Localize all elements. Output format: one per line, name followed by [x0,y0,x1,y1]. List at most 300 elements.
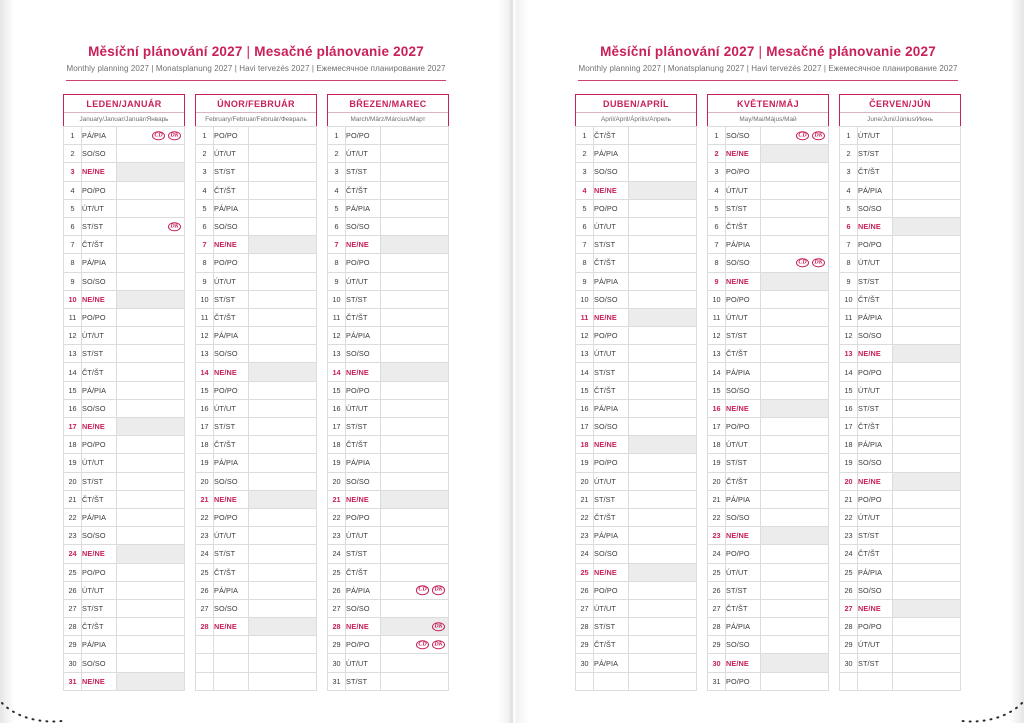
day-note-field[interactable] [249,363,317,381]
day-note-field[interactable] [761,145,829,163]
day-note-field[interactable] [117,145,185,163]
day-note-field[interactable] [761,236,829,254]
day-note-field[interactable] [117,399,185,417]
table-row [840,508,961,526]
day-note-field[interactable] [381,145,449,163]
day-of-week: ÚT/UT [726,181,761,199]
day-note-field[interactable] [249,181,317,199]
day-number: 27 [196,599,214,617]
day-note-field[interactable] [381,199,449,217]
day-note-field[interactable] [249,308,317,326]
day-note-field[interactable] [893,345,961,363]
day-note-field[interactable] [761,545,829,563]
day-number: 4 [840,181,858,199]
day-note-field[interactable] [249,508,317,526]
day-note-field[interactable] [893,599,961,617]
day-note-field[interactable] [629,363,697,381]
day-number: 8 [708,254,726,272]
day-note-field[interactable] [381,217,449,235]
day-note-field[interactable] [629,545,697,563]
day-of-week: ST/ST [82,345,117,363]
day-note-field[interactable] [629,490,697,508]
day-note-field[interactable] [117,163,185,181]
day-note-field[interactable] [629,527,697,545]
day-note-field[interactable] [381,290,449,308]
day-note-field[interactable] [761,581,829,599]
table-row [840,599,961,617]
day-number: 30 [576,654,594,672]
day-note-field[interactable] [117,490,185,508]
day-number: 17 [196,418,214,436]
day-note-field[interactable] [117,217,185,235]
day-number: 3 [840,163,858,181]
table-row [64,418,185,436]
table-row [708,254,829,272]
table-row [196,418,317,436]
day-note-field[interactable] [381,636,449,654]
table-row [840,527,961,545]
day-note-field[interactable] [117,545,185,563]
day-number: 28 [576,618,594,636]
day-note-field[interactable] [249,672,317,690]
table-row [708,618,829,636]
day-note-field[interactable] [761,672,829,690]
table-row [840,217,961,235]
day-note-field[interactable] [761,527,829,545]
table-row [64,290,185,308]
day-note-field[interactable] [629,272,697,290]
day-note-field[interactable] [117,254,185,272]
day-note-field[interactable] [629,163,697,181]
day-number [196,672,214,690]
day-note-field[interactable] [117,381,185,399]
day-note-field[interactable] [249,272,317,290]
day-note-field[interactable] [249,527,317,545]
day-note-field[interactable] [381,618,449,636]
day-number: 13 [328,345,346,363]
day-note-field[interactable] [629,418,697,436]
day-number: 6 [64,217,82,235]
day-note-field[interactable] [249,545,317,563]
day-of-week: SO/SO [858,581,893,599]
day-note-field[interactable] [629,508,697,526]
table-row [196,327,317,345]
day-number: 16 [708,399,726,417]
day-of-week: ST/ST [594,363,629,381]
day-marks [796,258,825,268]
day-note-field[interactable] [381,472,449,490]
day-number: 21 [576,490,594,508]
day-note-field[interactable] [381,545,449,563]
day-note-field[interactable] [117,636,185,654]
page-title-right [512,44,1024,59]
table-row [708,454,829,472]
day-note-field[interactable] [249,217,317,235]
table-row [328,454,449,472]
day-of-week: NE/NE [726,654,761,672]
day-note-field[interactable] [249,618,317,636]
day-note-field[interactable] [629,636,697,654]
day-number: 15 [196,381,214,399]
day-note-field[interactable] [381,508,449,526]
day-note-field[interactable] [629,381,697,399]
day-of-week: ÚT/UT [594,345,629,363]
day-note-field[interactable] [381,127,449,145]
day-note-field[interactable] [629,472,697,490]
day-note-field[interactable] [117,436,185,454]
day-of-week: PÁ/PIA [346,199,381,217]
table-row [196,181,317,199]
day-number: 30 [328,654,346,672]
day-note-field[interactable] [893,217,961,235]
day-note-field[interactable] [761,272,829,290]
table-row [576,618,697,636]
day-note-field[interactable] [117,454,185,472]
day-of-week: PÁ/PIA [726,618,761,636]
day-note-field[interactable] [761,254,829,272]
day-note-field[interactable] [629,563,697,581]
day-note-field[interactable] [249,199,317,217]
day-number: 24 [328,545,346,563]
table-row [576,654,697,672]
table-row [64,363,185,381]
day-of-week: SO/SO [726,636,761,654]
day-note-field[interactable] [629,581,697,599]
day-note-field[interactable] [117,508,185,526]
table-row [708,599,829,617]
day-note-field[interactable] [117,363,185,381]
day-note-field[interactable] [761,654,829,672]
day-note-field[interactable] [761,418,829,436]
table-row [196,454,317,472]
day-number: 24 [64,545,82,563]
day-note-field[interactable] [761,490,829,508]
day-number: 15 [64,381,82,399]
day-note-field[interactable] [893,545,961,563]
day-of-week: NE/NE [726,399,761,417]
day-note-field[interactable] [893,527,961,545]
table-row [328,308,449,326]
day-note-field[interactable] [249,636,317,654]
day-of-week: ČT/ŠT [214,308,249,326]
day-number: 16 [64,399,82,417]
day-number: 5 [196,199,214,217]
day-note-field[interactable] [893,127,961,145]
day-of-week: ČT/ŠT [214,563,249,581]
day-note-field[interactable] [761,308,829,326]
day-note-field[interactable] [117,672,185,690]
day-note-field[interactable] [117,654,185,672]
day-note-field[interactable] [381,672,449,690]
day-number: 7 [196,236,214,254]
day-note-field[interactable] [249,127,317,145]
day-number: 24 [708,545,726,563]
day-note-field[interactable] [761,636,829,654]
day-note-field[interactable] [117,127,185,145]
day-note-field[interactable] [381,236,449,254]
day-note-field[interactable] [761,436,829,454]
day-note-field[interactable] [761,199,829,217]
day-note-field[interactable] [629,454,697,472]
day-note-field[interactable] [249,472,317,490]
day-note-field[interactable] [629,618,697,636]
day-note-field[interactable] [117,308,185,326]
day-number: 27 [64,599,82,617]
day-note-field[interactable] [893,254,961,272]
day-note-field[interactable] [629,145,697,163]
day-note-field[interactable] [249,654,317,672]
day-of-week: ST/ST [214,545,249,563]
day-note-field[interactable] [893,654,961,672]
day-note-field[interactable] [249,290,317,308]
day-note-field[interactable] [381,272,449,290]
day-note-field[interactable] [761,327,829,345]
day-number: 3 [708,163,726,181]
table-row [840,618,961,636]
day-note-field[interactable] [893,327,961,345]
day-note-field[interactable] [381,418,449,436]
day-note-field[interactable] [249,163,317,181]
day-note-field[interactable] [249,254,317,272]
day-number: 19 [576,454,594,472]
day-note-field[interactable] [893,618,961,636]
day-note-field[interactable] [893,454,961,472]
day-note-field[interactable] [893,145,961,163]
day-note-field[interactable] [893,399,961,417]
day-note-field[interactable] [761,618,829,636]
day-note-field[interactable] [629,399,697,417]
day-of-week: PÁ/PIA [82,127,117,145]
day-of-week: ST/ST [346,545,381,563]
day-note-field[interactable] [249,381,317,399]
day-of-week: PO/PO [346,636,381,654]
day-note-field[interactable] [117,599,185,617]
table-row [328,254,449,272]
table-row [328,472,449,490]
table-row [64,563,185,581]
day-note-field[interactable] [893,490,961,508]
day-number: 9 [576,272,594,290]
day-note-field[interactable] [249,599,317,617]
day-note-field[interactable] [761,508,829,526]
day-note-field[interactable] [761,563,829,581]
day-note-field[interactable] [117,581,185,599]
day-note-field[interactable] [893,308,961,326]
day-number: 4 [708,181,726,199]
day-note-field[interactable] [893,636,961,654]
day-number: 14 [840,363,858,381]
day-note-field[interactable] [117,181,185,199]
day-note-field[interactable] [761,127,829,145]
table-row [840,654,961,672]
day-note-field[interactable] [381,454,449,472]
day-note-field[interactable] [117,618,185,636]
day-number: 6 [576,217,594,235]
day-note-field[interactable] [381,581,449,599]
day-number: 21 [328,490,346,508]
day-note-field[interactable] [629,327,697,345]
table-row [328,272,449,290]
title-divider-right [578,80,958,81]
day-note-field[interactable] [381,308,449,326]
day-note-field[interactable] [761,381,829,399]
day-note-field[interactable] [761,217,829,235]
day-note-field[interactable] [381,490,449,508]
day-note-field[interactable] [249,399,317,417]
day-note-field[interactable] [893,272,961,290]
day-note-field[interactable] [249,418,317,436]
month-languages: April/April/Április/Апрель [576,112,696,123]
day-note-field[interactable] [893,418,961,436]
day-of-week: ČT/ŠT [858,290,893,308]
day-note-field[interactable] [249,436,317,454]
day-note-field[interactable] [629,345,697,363]
day-number: 11 [196,308,214,326]
day-note-field[interactable] [893,672,961,690]
table-row [708,181,829,199]
day-number: 19 [840,454,858,472]
day-number: 27 [328,599,346,617]
table-row [64,163,185,181]
day-of-week: NE/NE [726,145,761,163]
day-of-week: ČT/ŠT [858,418,893,436]
table-row [576,345,697,363]
day-note-field[interactable] [117,527,185,545]
day-note-field[interactable] [629,654,697,672]
day-note-field[interactable] [381,254,449,272]
day-note-field[interactable] [893,236,961,254]
day-note-field[interactable] [893,563,961,581]
day-note-field[interactable] [761,163,829,181]
day-note-field[interactable] [893,363,961,381]
day-note-field[interactable] [761,454,829,472]
day-note-field[interactable] [629,236,697,254]
day-of-week: PÁ/PIA [858,308,893,326]
day-of-week: ST/ST [82,217,117,235]
cd-mark-icon: CD [152,131,165,141]
day-note-field[interactable] [893,381,961,399]
day-note-field[interactable] [761,399,829,417]
day-number: 11 [708,308,726,326]
day-note-field[interactable] [381,327,449,345]
day-note-field[interactable] [761,345,829,363]
day-note-field[interactable] [629,217,697,235]
day-note-field[interactable] [629,127,697,145]
day-note-field[interactable] [117,563,185,581]
day-note-field[interactable] [381,363,449,381]
day-note-field[interactable] [381,599,449,617]
day-note-field[interactable] [249,563,317,581]
day-of-week: NE/NE [82,418,117,436]
day-note-field[interactable] [629,181,697,199]
day-number: 23 [328,527,346,545]
day-note-field[interactable] [117,345,185,363]
day-of-week: PO/PO [726,163,761,181]
day-note-field[interactable] [117,236,185,254]
day-note-field[interactable] [381,163,449,181]
day-note-field[interactable] [629,254,697,272]
day-note-field[interactable] [761,181,829,199]
day-note-field[interactable] [893,181,961,199]
day-note-field[interactable] [893,199,961,217]
day-note-field[interactable] [249,327,317,345]
day-note-field[interactable] [249,345,317,363]
day-note-field[interactable] [381,345,449,363]
table-row [196,599,317,617]
day-note-field[interactable] [117,472,185,490]
day-of-week: ČT/ŠT [858,545,893,563]
day-note-field[interactable] [117,272,185,290]
day-number: 7 [328,236,346,254]
day-note-field[interactable] [629,290,697,308]
day-of-week: PO/PO [594,581,629,599]
day-note-field[interactable] [629,308,697,326]
month-languages: January/Januar/Január/Январь [64,112,184,123]
day-note-field[interactable] [761,599,829,617]
day-note-field[interactable] [381,563,449,581]
day-number: 22 [840,508,858,526]
day-note-field[interactable] [893,472,961,490]
day-note-field[interactable] [381,381,449,399]
day-note-field[interactable] [893,290,961,308]
day-number: 28 [328,618,346,636]
dk-mark-icon: DK [168,222,181,232]
day-note-field[interactable] [249,454,317,472]
day-note-field[interactable] [893,581,961,599]
day-note-field[interactable] [249,490,317,508]
day-note-field[interactable] [249,581,317,599]
day-note-field[interactable] [381,181,449,199]
day-number: 7 [64,236,82,254]
day-number: 6 [196,217,214,235]
day-note-field[interactable] [761,290,829,308]
day-note-field[interactable] [117,290,185,308]
day-note-field[interactable] [249,145,317,163]
day-number: 9 [708,272,726,290]
day-note-field[interactable] [893,436,961,454]
day-of-week: ST/ST [594,618,629,636]
day-note-field[interactable] [381,654,449,672]
day-note-field[interactable] [629,599,697,617]
day-note-field[interactable] [117,199,185,217]
day-note-field[interactable] [629,199,697,217]
table-row [196,436,317,454]
day-number: 21 [196,490,214,508]
table-row [576,363,697,381]
day-of-week: NE/NE [214,618,249,636]
day-note-field[interactable] [117,327,185,345]
day-note-field[interactable] [893,508,961,526]
day-note-field[interactable] [629,672,697,690]
table-row [328,127,449,145]
day-note-field[interactable] [761,472,829,490]
day-note-field[interactable] [117,418,185,436]
day-note-field[interactable] [761,363,829,381]
day-of-week: SO/SO [726,508,761,526]
day-of-week [858,672,893,690]
day-number: 17 [840,418,858,436]
day-note-field[interactable] [381,399,449,417]
day-note-field[interactable] [249,236,317,254]
table-row [840,545,961,563]
page-subtitle: Monthly planning 2027 | Monatsplanung 2027 | Havi tervezés 2027 | Ежемесячное планирование 2027 [66,64,446,73]
day-note-field[interactable] [381,527,449,545]
day-of-week: PÁ/PIA [594,399,629,417]
day-note-field[interactable] [893,163,961,181]
day-number: 1 [840,127,858,145]
day-note-field[interactable] [381,436,449,454]
day-note-field[interactable] [629,436,697,454]
